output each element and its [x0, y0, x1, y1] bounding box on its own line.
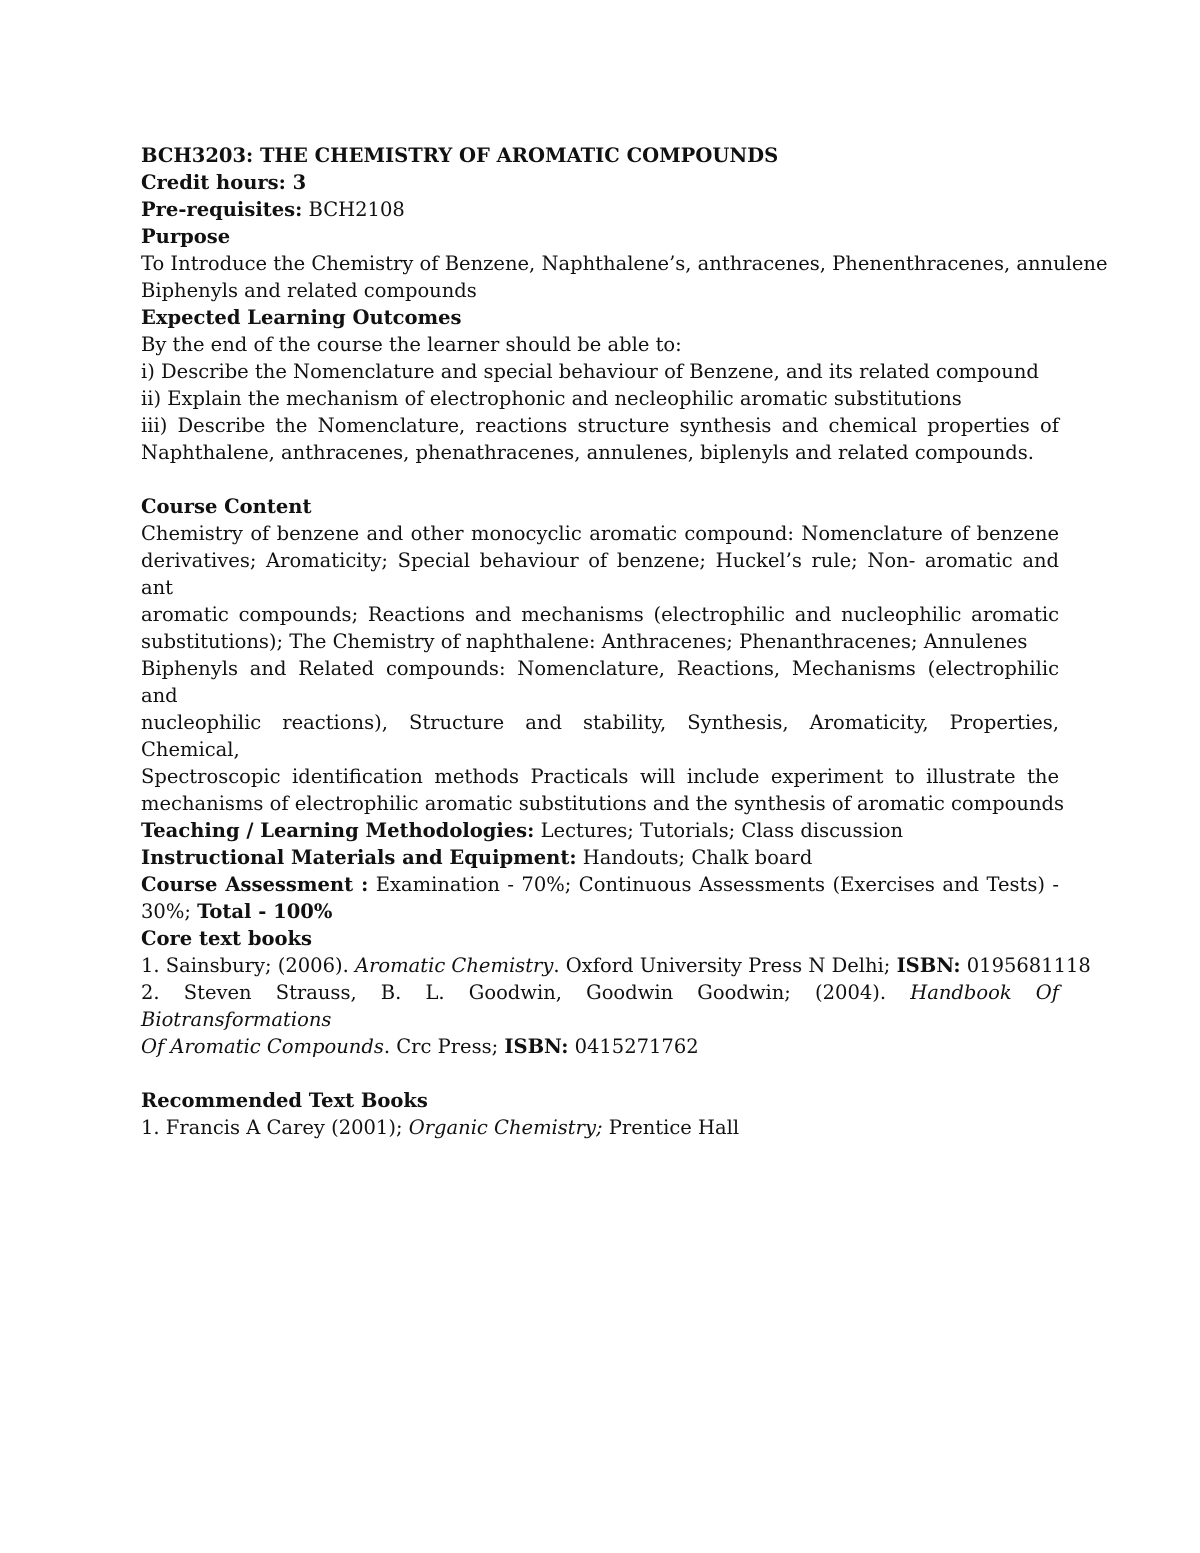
isbn-label: ISBN: — [504, 1035, 569, 1058]
core-books-heading: Core text books — [141, 927, 312, 950]
outcome-item: i) Describe the Nomenclature and special behaviour of Benzene, and its related compound — [141, 360, 1039, 383]
recommended-books-heading: Recommended Text Books — [141, 1089, 428, 1112]
book-title-cont: Of Aromatic Compounds — [141, 1035, 384, 1058]
teaching-methodologies — [141, 817, 1059, 844]
teaching-label: Teaching / Learning Methodologies: — [141, 819, 535, 842]
credit-hours: Credit hours: 3 — [141, 171, 307, 194]
book-title: Aromatic Chemistry — [354, 954, 554, 977]
purpose-heading: Purpose — [141, 225, 231, 248]
content-line: Spectroscopic identification methods Practicals will include experiment to illustrate the — [141, 765, 1059, 788]
outcome-item: ii) Explain the mechanism of electrophonic and necleophilic aromatic substitutions — [141, 387, 962, 410]
recommended-book-1 — [141, 1114, 1059, 1141]
prerequisites — [141, 196, 1059, 223]
content-line: substitutions); The Chemistry of naphthalene: Anthracenes; Phenanthracenes; Annulenes — [141, 630, 1028, 653]
book-prefix: 2. Steven Strauss, B. L. Goodwin, Goodwin Goodwin; (2004). — [141, 981, 911, 1004]
course-title: BCH3203: THE CHEMISTRY OF AROMATIC COMPOUNDS — [141, 144, 779, 167]
content-line: aromatic compounds; Reactions and mechanisms (electrophilic and nucleophilic aromatic — [141, 603, 1059, 626]
core-book-2 — [141, 979, 1059, 1033]
assessment-value-cont: 30%; — [141, 900, 198, 923]
book-title: Organic Chemistry; — [408, 1116, 603, 1139]
book-publisher: . Crc Press; — [383, 1035, 505, 1058]
content-line: mechanisms of electrophilic aromatic substitutions and the synthesis of aromatic compounds — [141, 792, 1064, 815]
assessment-value: Examination - 70%; Continuous Assessments (Exercises and Tests) - — [368, 873, 1060, 896]
spacer — [141, 1060, 1059, 1087]
content-line: nucleophilic reactions), Structure and stability, Synthesis, Aromaticity, Properties, Chemical, — [141, 711, 1059, 761]
core-book-1 — [141, 952, 1091, 979]
purpose-line: To Introduce the Chemistry of Benzene, Naphthalene’s, anthracenes, Phenenthracenes, annulene — [141, 252, 1108, 275]
core-book-2-cont — [141, 1033, 1059, 1060]
prerequisites-value: BCH2108 — [302, 198, 405, 221]
outcomes-heading: Expected Learning Outcomes — [141, 306, 462, 329]
outcome-item: Naphthalene, anthracenes, phenathracenes, annulenes, biplenyls and related compounds. — [141, 441, 1034, 464]
assessment-total: Total - 100% — [197, 900, 333, 923]
course-assessment-cont — [141, 898, 1059, 925]
isbn-value: 0415271762 — [568, 1035, 699, 1058]
outcomes-intro: By the end of the course the learner should be able to: — [141, 333, 682, 356]
outcome-item: iii) Describe the Nomenclature, reactions structure synthesis and chemical properties of — [141, 414, 1059, 437]
instructional-materials — [141, 844, 1059, 871]
content-line: Chemistry of benzene and other monocyclic aromatic compound: Nomenclature of benzene — [141, 522, 1059, 545]
content-heading: Course Content — [141, 495, 312, 518]
book-prefix: 1. Francis A Carey (2001); — [141, 1116, 409, 1139]
book-publisher: . Oxford University Press N Delhi; — [553, 954, 897, 977]
content-line: Biphenyls and Related compounds: Nomenclature, Reactions, Mechanisms (electrophilic and — [141, 657, 1059, 707]
content-line: derivatives; Aromaticity; Special behaviour of benzene; Huckel’s rule; Non- aromatic and ant — [141, 549, 1059, 599]
prerequisites-label: Pre-requisites: — [141, 198, 303, 221]
isbn-label: ISBN: — [896, 954, 961, 977]
course-outline-document — [141, 142, 1108, 1141]
spacer — [141, 466, 1059, 493]
materials-value: Handouts; Chalk board — [576, 846, 813, 869]
course-assessment — [141, 871, 1059, 898]
isbn-value: 0195681118 — [960, 954, 1091, 977]
book-publisher: Prentice Hall — [602, 1116, 740, 1139]
assessment-label: Course Assessment : — [141, 873, 369, 896]
book-title: Handbook Of Biotransformations — [141, 981, 1059, 1031]
materials-label: Instructional Materials and Equipment: — [141, 846, 577, 869]
purpose-line: Biphenyls and related compounds — [141, 279, 477, 302]
teaching-value: Lectures; Tutorials; Class discussion — [534, 819, 904, 842]
book-prefix: 1. Sainsbury; (2006). — [141, 954, 355, 977]
